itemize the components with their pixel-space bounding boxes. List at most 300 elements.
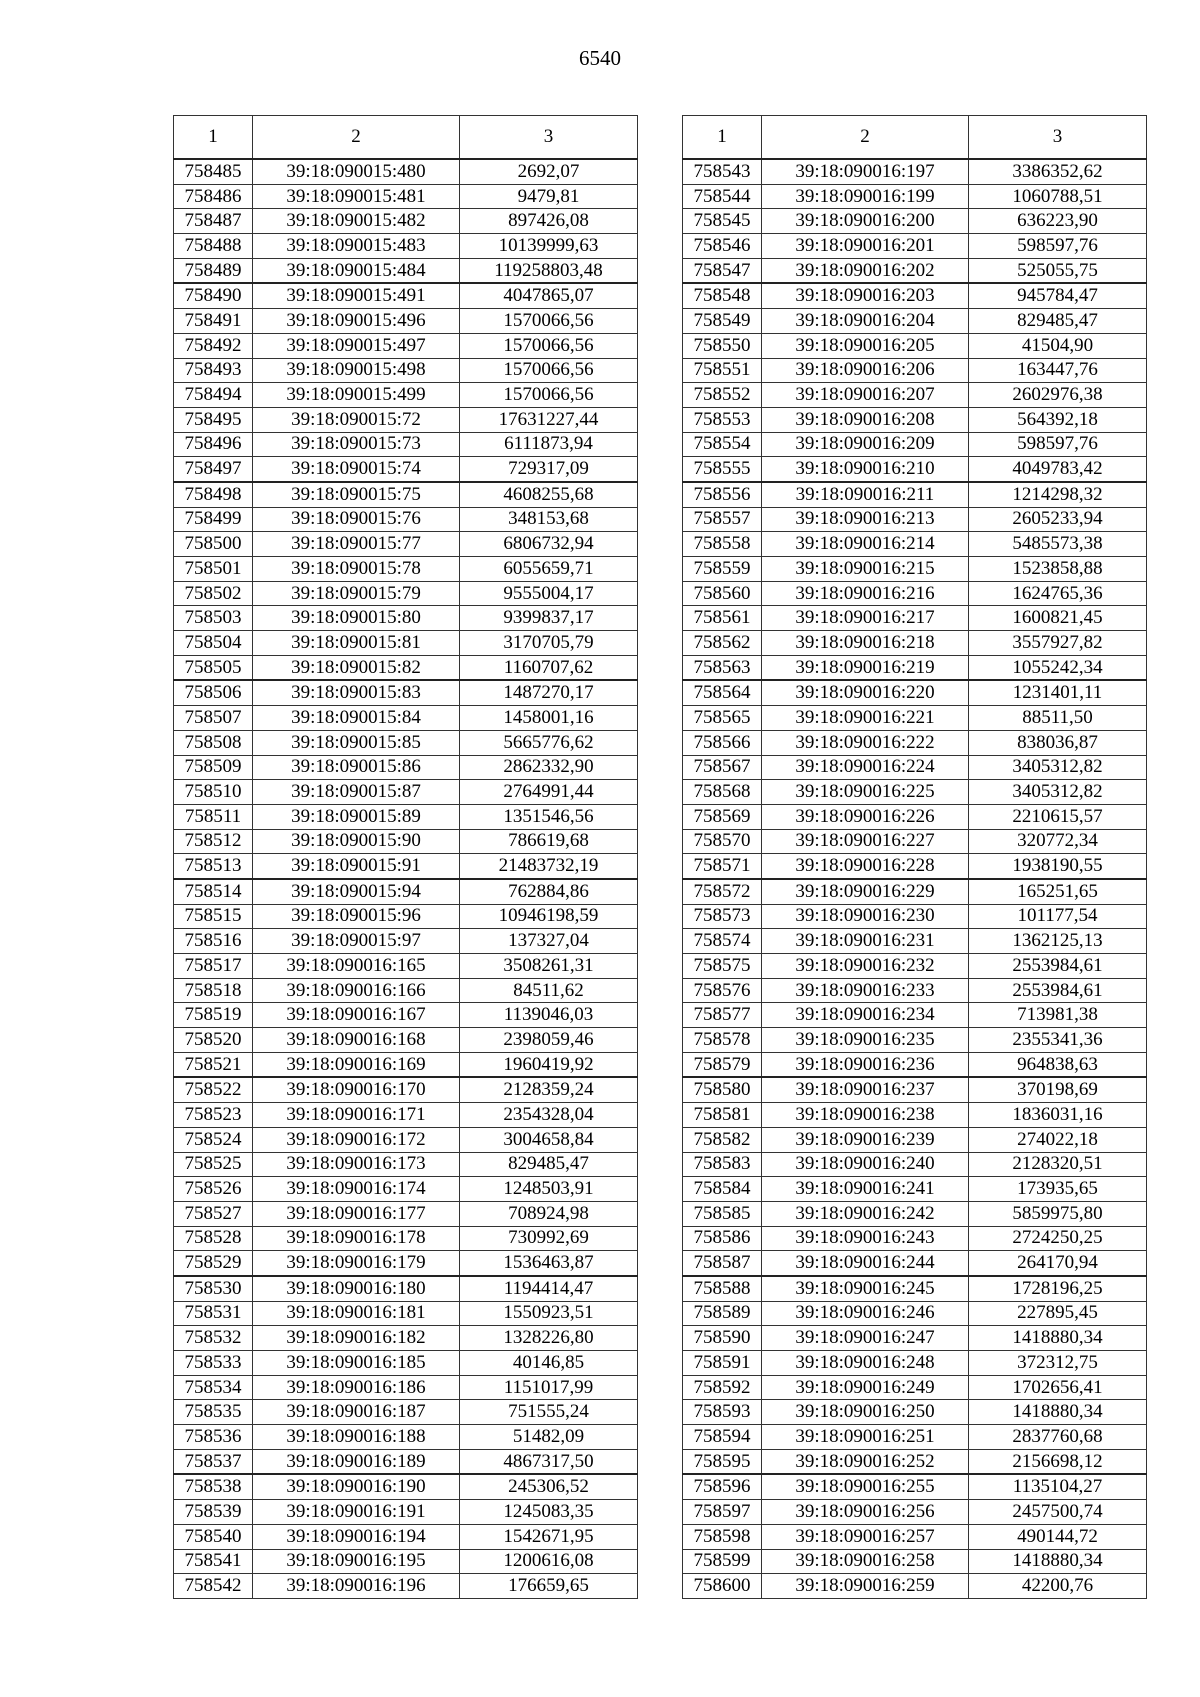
row-number-cell: 758549 [683, 309, 762, 334]
cadastral-number-cell: 39:18:090016:185 [253, 1351, 460, 1376]
table-row [174, 1500, 638, 1525]
table-row [174, 1077, 638, 1102]
row-number-cell: 758599 [683, 1549, 762, 1574]
cadastral-number-cell: 39:18:090016:255 [762, 1474, 969, 1499]
row-number-cell: 758580 [683, 1077, 762, 1102]
row-number-cell: 758559 [683, 557, 762, 582]
cadastral-number-cell: 39:18:090016:225 [762, 780, 969, 805]
row-number-cell: 758597 [683, 1500, 762, 1525]
table-row [174, 804, 638, 829]
value-cell: 525055,75 [969, 258, 1147, 283]
table-row [683, 706, 1147, 731]
cadastral-number-cell: 39:18:090015:96 [253, 904, 460, 929]
cadastral-number-cell: 39:18:090016:188 [253, 1425, 460, 1450]
value-cell: 1351546,56 [460, 804, 638, 829]
value-cell: 1550923,51 [460, 1301, 638, 1326]
cadastral-number-cell: 39:18:090016:204 [762, 309, 969, 334]
row-number-cell: 758488 [174, 234, 253, 259]
value-cell: 3557927,82 [969, 631, 1147, 656]
row-number-cell: 758586 [683, 1226, 762, 1251]
cadastral-number-cell: 39:18:090015:76 [253, 507, 460, 532]
row-number-cell: 758534 [174, 1375, 253, 1400]
value-cell: 1328226,80 [460, 1326, 638, 1351]
row-number-cell: 758560 [683, 581, 762, 606]
cadastral-number-cell: 39:18:090016:245 [762, 1276, 969, 1301]
cadastral-number-cell: 39:18:090016:194 [253, 1524, 460, 1549]
table-row [683, 1201, 1147, 1226]
cadastral-number-cell: 39:18:090016:243 [762, 1226, 969, 1251]
row-number-cell: 758486 [174, 184, 253, 209]
cadastral-number-cell: 39:18:090015:77 [253, 532, 460, 557]
row-number-cell: 758569 [683, 804, 762, 829]
table-row [174, 1177, 638, 1202]
cadastral-number-cell: 39:18:090016:232 [762, 954, 969, 979]
row-number-cell: 758494 [174, 383, 253, 408]
cadastral-number-cell: 39:18:090016:186 [253, 1375, 460, 1400]
cadastral-number-cell: 39:18:090016:174 [253, 1177, 460, 1202]
cadastral-number-cell: 39:18:090016:257 [762, 1524, 969, 1549]
cadastral-number-cell: 39:18:090016:242 [762, 1201, 969, 1226]
row-number-cell: 758505 [174, 655, 253, 680]
cadastral-number-cell: 39:18:090015:498 [253, 358, 460, 383]
cadastral-number-cell: 39:18:090016:240 [762, 1152, 969, 1177]
row-number-cell: 758554 [683, 432, 762, 457]
row-number-cell: 758591 [683, 1351, 762, 1376]
cadastral-number-cell: 39:18:090016:189 [253, 1449, 460, 1474]
value-cell: 6806732,94 [460, 532, 638, 557]
cadastral-number-cell: 39:18:090015:483 [253, 234, 460, 259]
table-row [174, 184, 638, 209]
cadastral-number-cell: 39:18:090016:214 [762, 532, 969, 557]
cadastral-number-cell: 39:18:090016:165 [253, 954, 460, 979]
value-cell: 1570066,56 [460, 333, 638, 358]
cadastral-number-cell: 39:18:090015:484 [253, 258, 460, 283]
cadastral-number-cell: 39:18:090015:480 [253, 159, 460, 184]
table-row [174, 209, 638, 234]
row-number-cell: 758596 [683, 1474, 762, 1499]
cadastral-number-cell: 39:18:090016:181 [253, 1301, 460, 1326]
value-cell: 636223,90 [969, 209, 1147, 234]
table-row [683, 1474, 1147, 1499]
table-row [683, 1375, 1147, 1400]
cadastral-number-cell: 39:18:090016:230 [762, 904, 969, 929]
cadastral-number-cell: 39:18:090016:221 [762, 706, 969, 731]
value-cell: 1570066,56 [460, 358, 638, 383]
row-number-cell: 758571 [683, 854, 762, 879]
row-number-cell: 758511 [174, 804, 253, 829]
row-number-cell: 758595 [683, 1449, 762, 1474]
table-row [683, 557, 1147, 582]
cadastral-number-cell: 39:18:090016:187 [253, 1400, 460, 1425]
value-cell: 2156698,12 [969, 1449, 1147, 1474]
cadastral-number-cell: 39:18:090016:195 [253, 1549, 460, 1574]
row-number-cell: 758574 [683, 929, 762, 954]
table-row [174, 929, 638, 954]
table-row [683, 854, 1147, 879]
table-row [683, 457, 1147, 482]
table-row [174, 457, 638, 482]
row-number-cell: 758592 [683, 1375, 762, 1400]
value-cell: 10139999,63 [460, 234, 638, 259]
cadastral-number-cell: 39:18:090016:246 [762, 1301, 969, 1326]
cadastral-number-cell: 39:18:090015:497 [253, 333, 460, 358]
table-row [174, 755, 638, 780]
table-row [174, 258, 638, 283]
table-row [683, 1226, 1147, 1251]
value-cell: 10946198,59 [460, 904, 638, 929]
table-row [683, 755, 1147, 780]
value-cell: 1231401,11 [969, 680, 1147, 705]
cadastral-number-cell: 39:18:090016:235 [762, 1028, 969, 1053]
value-cell: 40146,85 [460, 1351, 638, 1376]
row-number-cell: 758544 [683, 184, 762, 209]
value-cell: 17631227,44 [460, 407, 638, 432]
table-row [174, 1103, 638, 1128]
cadastral-number-cell: 39:18:090015:84 [253, 706, 460, 731]
row-number-cell: 758490 [174, 283, 253, 308]
row-number-cell: 758501 [174, 557, 253, 582]
row-number-cell: 758527 [174, 1201, 253, 1226]
row-number-cell: 758509 [174, 755, 253, 780]
cadastral-number-cell: 39:18:090016:173 [253, 1152, 460, 1177]
cadastral-number-cell: 39:18:090016:244 [762, 1251, 969, 1276]
value-cell: 2210615,57 [969, 804, 1147, 829]
cadastral-number-cell: 39:18:090016:241 [762, 1177, 969, 1202]
column-header: 3 [460, 116, 638, 160]
table-row [683, 407, 1147, 432]
value-cell: 42200,76 [969, 1574, 1147, 1599]
value-cell: 9555004,17 [460, 581, 638, 606]
row-number-cell: 758487 [174, 209, 253, 234]
row-number-cell: 758529 [174, 1251, 253, 1276]
value-cell: 1135104,27 [969, 1474, 1147, 1499]
cadastral-number-cell: 39:18:090015:499 [253, 383, 460, 408]
cadastral-number-cell: 39:18:090016:251 [762, 1425, 969, 1450]
value-cell: 3405312,82 [969, 755, 1147, 780]
value-cell: 1536463,87 [460, 1251, 638, 1276]
table-row [683, 432, 1147, 457]
row-number-cell: 758500 [174, 532, 253, 557]
table-row [683, 209, 1147, 234]
cadastral-number-cell: 39:18:090016:203 [762, 283, 969, 308]
table-row [174, 1152, 638, 1177]
row-number-cell: 758561 [683, 606, 762, 631]
value-cell: 945784,47 [969, 283, 1147, 308]
table-row [174, 1226, 638, 1251]
row-number-cell: 758540 [174, 1524, 253, 1549]
value-cell: 2837760,68 [969, 1425, 1147, 1450]
cadastral-number-cell: 39:18:090016:172 [253, 1127, 460, 1152]
table-row [174, 1524, 638, 1549]
value-cell: 3004658,84 [460, 1127, 638, 1152]
value-cell: 1487270,17 [460, 680, 638, 705]
cadastral-number-cell: 39:18:090015:89 [253, 804, 460, 829]
cadastral-number-cell: 39:18:090016:169 [253, 1052, 460, 1077]
table-row [683, 159, 1147, 184]
cadastral-number-cell: 39:18:090016:250 [762, 1400, 969, 1425]
value-cell: 1139046,03 [460, 1003, 638, 1028]
table-row [683, 829, 1147, 854]
table-row [174, 1251, 638, 1276]
row-number-cell: 758532 [174, 1326, 253, 1351]
table-row [683, 234, 1147, 259]
value-cell: 2724250,25 [969, 1226, 1147, 1251]
cadastral-number-cell: 39:18:090016:220 [762, 680, 969, 705]
table-row [683, 532, 1147, 557]
cadastral-number-cell: 39:18:090015:74 [253, 457, 460, 482]
table-row [683, 1351, 1147, 1376]
table-row [174, 1301, 638, 1326]
cadastral-number-cell: 39:18:090016:227 [762, 829, 969, 854]
row-number-cell: 758508 [174, 730, 253, 755]
cadastral-number-cell: 39:18:090016:171 [253, 1103, 460, 1128]
column-header: 3 [969, 116, 1147, 160]
row-number-cell: 758506 [174, 680, 253, 705]
table-row [683, 1400, 1147, 1425]
value-cell: 1248503,91 [460, 1177, 638, 1202]
table-row [683, 954, 1147, 979]
row-number-cell: 758521 [174, 1052, 253, 1077]
row-number-cell: 758585 [683, 1201, 762, 1226]
value-cell: 6055659,71 [460, 557, 638, 582]
row-number-cell: 758548 [683, 283, 762, 308]
cadastral-number-cell: 39:18:090016:208 [762, 407, 969, 432]
table-row [174, 706, 638, 731]
table-row [174, 333, 638, 358]
value-cell: 6111873,94 [460, 432, 638, 457]
value-cell: 1418880,34 [969, 1326, 1147, 1351]
left-table [173, 115, 638, 1599]
table-row [174, 309, 638, 334]
cadastral-number-cell: 39:18:090016:196 [253, 1574, 460, 1599]
cadastral-number-cell: 39:18:090015:90 [253, 829, 460, 854]
cadastral-number-cell: 39:18:090015:73 [253, 432, 460, 457]
cadastral-number-cell: 39:18:090016:256 [762, 1500, 969, 1525]
table-row [683, 1077, 1147, 1102]
cadastral-number-cell: 39:18:090016:200 [762, 209, 969, 234]
table-row [174, 581, 638, 606]
row-number-cell: 758577 [683, 1003, 762, 1028]
table-row [683, 1028, 1147, 1053]
table-row [683, 804, 1147, 829]
row-number-cell: 758562 [683, 631, 762, 656]
table-row [683, 482, 1147, 507]
cadastral-number-cell: 39:18:090016:202 [762, 258, 969, 283]
table-row [683, 1524, 1147, 1549]
table-row [683, 1301, 1147, 1326]
value-cell: 21483732,19 [460, 854, 638, 879]
row-number-cell: 758485 [174, 159, 253, 184]
value-cell: 84511,62 [460, 978, 638, 1003]
cadastral-number-cell: 39:18:090016:238 [762, 1103, 969, 1128]
value-cell: 1160707,62 [460, 655, 638, 680]
row-number-cell: 758590 [683, 1326, 762, 1351]
row-number-cell: 758493 [174, 358, 253, 383]
row-number-cell: 758557 [683, 507, 762, 532]
row-number-cell: 758583 [683, 1152, 762, 1177]
row-number-cell: 758582 [683, 1127, 762, 1152]
value-cell: 119258803,48 [460, 258, 638, 283]
table-row [174, 234, 638, 259]
table-row [683, 606, 1147, 631]
row-number-cell: 758538 [174, 1474, 253, 1499]
cadastral-number-cell: 39:18:090015:491 [253, 283, 460, 308]
value-cell: 2862332,90 [460, 755, 638, 780]
table-row [174, 1425, 638, 1450]
table-row [174, 978, 638, 1003]
table-row [683, 383, 1147, 408]
value-cell: 829485,47 [460, 1152, 638, 1177]
table-row [174, 358, 638, 383]
table-row [683, 929, 1147, 954]
table-row [683, 1276, 1147, 1301]
value-cell: 897426,08 [460, 209, 638, 234]
row-number-cell: 758555 [683, 457, 762, 482]
value-cell: 101177,54 [969, 904, 1147, 929]
value-cell: 829485,47 [969, 309, 1147, 334]
table-row [683, 1103, 1147, 1128]
table-row [683, 333, 1147, 358]
row-number-cell: 758579 [683, 1052, 762, 1077]
value-cell: 5485573,38 [969, 532, 1147, 557]
row-number-cell: 758558 [683, 532, 762, 557]
value-cell: 2398059,46 [460, 1028, 638, 1053]
value-cell: 1362125,13 [969, 929, 1147, 954]
row-number-cell: 758563 [683, 655, 762, 680]
row-number-cell: 758526 [174, 1177, 253, 1202]
row-number-cell: 758518 [174, 978, 253, 1003]
table-row [683, 258, 1147, 283]
row-number-cell: 758499 [174, 507, 253, 532]
row-number-cell: 758565 [683, 706, 762, 731]
row-number-cell: 758528 [174, 1226, 253, 1251]
cadastral-number-cell: 39:18:090016:167 [253, 1003, 460, 1028]
table-row [174, 557, 638, 582]
table-row [174, 730, 638, 755]
cadastral-number-cell: 39:18:090016:217 [762, 606, 969, 631]
row-number-cell: 758491 [174, 309, 253, 334]
cadastral-number-cell: 39:18:090016:216 [762, 581, 969, 606]
table-row [683, 507, 1147, 532]
value-cell: 3508261,31 [460, 954, 638, 979]
table-row [174, 854, 638, 879]
table-row [683, 655, 1147, 680]
table-row [174, 1028, 638, 1053]
value-cell: 2355341,36 [969, 1028, 1147, 1053]
row-number-cell: 758516 [174, 929, 253, 954]
cadastral-number-cell: 39:18:090016:247 [762, 1326, 969, 1351]
table-row [683, 1326, 1147, 1351]
value-cell: 9479,81 [460, 184, 638, 209]
row-number-cell: 758507 [174, 706, 253, 731]
value-cell: 598597,76 [969, 432, 1147, 457]
cadastral-number-cell: 39:18:090016:229 [762, 879, 969, 904]
cadastral-number-cell: 39:18:090016:226 [762, 804, 969, 829]
row-number-cell: 758530 [174, 1276, 253, 1301]
value-cell: 1728196,25 [969, 1276, 1147, 1301]
row-number-cell: 758568 [683, 780, 762, 805]
table-row [683, 1152, 1147, 1177]
value-cell: 1418880,34 [969, 1549, 1147, 1574]
row-number-cell: 758504 [174, 631, 253, 656]
row-number-cell: 758570 [683, 829, 762, 854]
value-cell: 2553984,61 [969, 978, 1147, 1003]
value-cell: 1836031,16 [969, 1103, 1147, 1128]
table-row [683, 1449, 1147, 1474]
cadastral-number-cell: 39:18:090016:177 [253, 1201, 460, 1226]
cadastral-number-cell: 39:18:090015:80 [253, 606, 460, 631]
value-cell: 2354328,04 [460, 1103, 638, 1128]
value-cell: 5665776,62 [460, 730, 638, 755]
row-number-cell: 758542 [174, 1574, 253, 1599]
table-row [174, 1549, 638, 1574]
row-number-cell: 758497 [174, 457, 253, 482]
value-cell: 173935,65 [969, 1177, 1147, 1202]
row-number-cell: 758543 [683, 159, 762, 184]
row-number-cell: 758556 [683, 482, 762, 507]
row-number-cell: 758566 [683, 730, 762, 755]
row-number-cell: 758573 [683, 904, 762, 929]
row-number-cell: 758598 [683, 1524, 762, 1549]
value-cell: 1151017,99 [460, 1375, 638, 1400]
row-number-cell: 758522 [174, 1077, 253, 1102]
value-cell: 2457500,74 [969, 1500, 1147, 1525]
value-cell: 1245083,35 [460, 1500, 638, 1525]
value-cell: 245306,52 [460, 1474, 638, 1499]
row-number-cell: 758547 [683, 258, 762, 283]
cadastral-number-cell: 39:18:090016:213 [762, 507, 969, 532]
table-row [174, 829, 638, 854]
cadastral-number-cell: 39:18:090015:482 [253, 209, 460, 234]
cadastral-number-cell: 39:18:090015:81 [253, 631, 460, 656]
value-cell: 41504,90 [969, 333, 1147, 358]
cadastral-number-cell: 39:18:090015:82 [253, 655, 460, 680]
row-number-cell: 758520 [174, 1028, 253, 1053]
table-header-row [174, 116, 638, 160]
table-row [683, 730, 1147, 755]
value-cell: 2605233,94 [969, 507, 1147, 532]
value-cell: 1938190,55 [969, 854, 1147, 879]
row-number-cell: 758533 [174, 1351, 253, 1376]
table-header-row [683, 116, 1147, 160]
table-row [683, 1549, 1147, 1574]
table-row [683, 978, 1147, 1003]
row-number-cell: 758539 [174, 1500, 253, 1525]
table-row [174, 482, 638, 507]
cadastral-number-cell: 39:18:090015:97 [253, 929, 460, 954]
row-number-cell: 758519 [174, 1003, 253, 1028]
table-row [174, 606, 638, 631]
value-cell: 2692,07 [460, 159, 638, 184]
value-cell: 2128320,51 [969, 1152, 1147, 1177]
cadastral-number-cell: 39:18:090015:94 [253, 879, 460, 904]
row-number-cell: 758531 [174, 1301, 253, 1326]
table-row [174, 1052, 638, 1077]
row-number-cell: 758503 [174, 606, 253, 631]
value-cell: 1194414,47 [460, 1276, 638, 1301]
row-number-cell: 758551 [683, 358, 762, 383]
row-number-cell: 758535 [174, 1400, 253, 1425]
cadastral-number-cell: 39:18:090016:237 [762, 1077, 969, 1102]
value-cell: 137327,04 [460, 929, 638, 954]
row-number-cell: 758496 [174, 432, 253, 457]
table-row [174, 1276, 638, 1301]
cadastral-number-cell: 39:18:090015:78 [253, 557, 460, 582]
row-number-cell: 758584 [683, 1177, 762, 1202]
row-number-cell: 758514 [174, 879, 253, 904]
cadastral-number-cell: 39:18:090016:252 [762, 1449, 969, 1474]
row-number-cell: 758541 [174, 1549, 253, 1574]
